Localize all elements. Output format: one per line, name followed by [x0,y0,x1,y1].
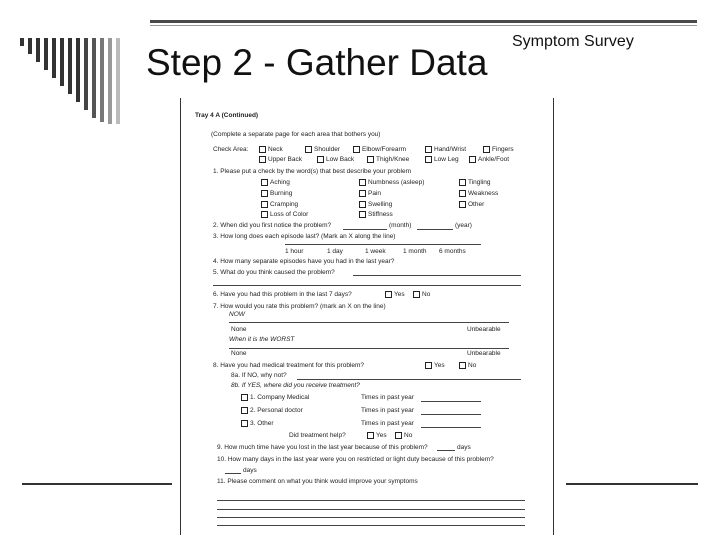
treatment-option[interactable]: 2. Personal doctor [241,407,303,414]
times-field[interactable] [421,427,481,428]
q9-days-label: days [457,444,471,451]
q6-no-option[interactable]: No [413,291,430,298]
q8a-field[interactable] [297,379,521,380]
question-1: 1. Please put a check by the word(s) that best describe your problem [213,168,411,175]
area-option[interactable]: Fingers [483,146,514,153]
question-10: 10. How many days in the last year were you on restricted or light duty because of this problem? [217,456,494,463]
area-option[interactable]: Low Back [317,156,354,163]
bottom-rule-left [22,483,172,485]
treatment-option[interactable]: 3. Other [241,420,273,427]
area-option[interactable]: Hand/Wrist [425,146,466,153]
q7-none-label-2: None [231,350,247,357]
symptom-option[interactable]: Aching [261,179,290,186]
q7-now-scale[interactable] [229,322,509,323]
scale-label: 1 day [327,248,343,255]
symptom-survey-form [180,98,554,535]
symptom-option[interactable]: Burning [261,190,292,197]
symptom-option[interactable]: Cramping [261,201,298,208]
scale-label: 6 months [439,248,466,255]
question-4: 4. How many separate episodes have you had in the last year? [213,258,395,265]
q8-no-option[interactable]: No [459,362,476,369]
comment-line[interactable] [217,500,525,501]
area-option[interactable]: Upper Back [259,156,302,163]
comment-line[interactable] [217,517,525,518]
scale-label: 1 month [403,248,427,255]
q7-worst-scale[interactable] [229,348,509,349]
area-option[interactable]: Neck [259,146,283,153]
scale-label: 1 week [365,248,386,255]
bottom-rule-right [566,483,698,485]
q7-worst-label: When it is the WORST [229,336,295,343]
q10-days-label: days [243,467,257,474]
check-area-label: Check Area: [213,146,249,153]
top-rule [150,20,697,23]
q9-field[interactable] [437,450,455,451]
symptom-option[interactable]: Pain [359,190,381,197]
q10-field[interactable] [225,473,241,474]
question-3: 3. How long does each episode last? (Mark an X along the line) [213,233,396,240]
symptom-option[interactable]: Numbness (asleep) [359,179,424,186]
q2-year-field[interactable] [417,229,453,230]
area-option[interactable]: Low Leg [425,156,459,163]
times-field[interactable] [421,401,481,402]
q7-now-label: NOW [229,311,245,318]
symptom-option[interactable]: Loss of Color [261,211,308,218]
q7-unbearable-label-2: Unbearable [467,350,501,357]
area-option[interactable]: Thigh/Knee [367,156,409,163]
form-header: Tray 4 A (Continued) [195,112,259,119]
times-past-year-label: Times in past year [361,407,414,414]
question-6: 6. Have you had this problem in the last 7 days? [213,291,352,298]
comment-line[interactable] [217,509,525,510]
times-past-year-label: Times in past year [361,420,414,427]
slide-title: Step 2 - Gather Data [146,42,488,83]
q8-yes-option[interactable]: Yes [425,362,445,369]
scale-label: 1 hour [285,248,304,255]
q2-month-field[interactable] [343,229,387,230]
q5-field-line-2[interactable] [213,285,521,286]
comment-line[interactable] [217,525,525,526]
area-option[interactable]: Elbow/Forearm [353,146,406,153]
top-rule-thin [150,25,697,26]
question-8a: 8a. If NO, why not? [231,372,287,379]
q6-yes-option[interactable]: Yes [385,291,405,298]
q3-scale-line[interactable] [285,244,481,245]
area-option[interactable]: Shoulder [305,146,340,153]
form-instruction: (Complete a separate page for each area that bothers you) [211,131,381,138]
q7-unbearable-label: Unbearable [467,326,501,333]
q2-month-label: (month) [389,222,412,229]
decorative-bars [20,34,140,124]
treatment-option[interactable]: 1. Company Medical [241,394,309,401]
help-no-option[interactable]: No [395,432,412,439]
question-8: 8. Have you had medical treatment for this problem? [213,362,365,369]
question-7: 7. How would you rate this problem? (mark an X on the line) [213,303,386,310]
symptom-option[interactable]: Swelling [359,201,392,208]
question-9: 9. How much time have you lost in the last year because of this problem? [217,444,428,451]
question-11: 11. Please comment on what you think would improve your symptoms [217,478,418,485]
question-5: 5. What do you think caused the problem? [213,269,335,276]
area-option[interactable]: Ankle/Foot [469,156,509,163]
symptom-option[interactable]: Weakness [459,190,498,197]
q2-year-label: (year) [455,222,472,229]
times-past-year-label: Times in past year [361,394,414,401]
symptom-option[interactable]: Other [459,201,484,208]
q5-field[interactable] [353,275,521,276]
did-treatment-help-label: Did treatment help? [289,432,346,439]
help-yes-option[interactable]: Yes [367,432,387,439]
symptom-option[interactable]: Tingling [459,179,491,186]
question-2: 2. When did you first notice the problem? [213,222,332,229]
question-8b: 8b. If YES, where did you receive treatment? [231,382,360,389]
q7-none-label: None [231,326,247,333]
symptom-option[interactable]: Stiffness [359,211,393,218]
slide-subtitle: Symptom Survey [512,33,634,50]
times-field[interactable] [421,414,481,415]
